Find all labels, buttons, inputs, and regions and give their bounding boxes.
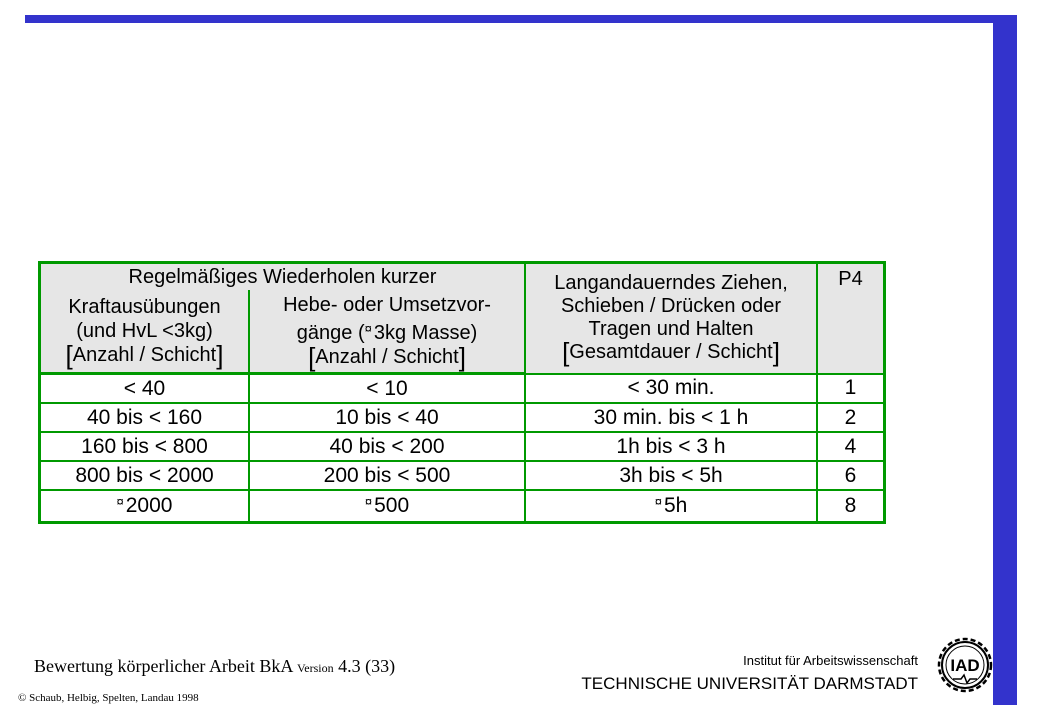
header-col3-line3: Tragen und Halten xyxy=(588,318,754,341)
cell-points: 8 xyxy=(817,490,883,521)
university-name: TECHNISCHE UNIVERSITÄT DARMSTADT xyxy=(581,674,918,693)
header-col2-line2: gänge (¤ 3kg Masse) xyxy=(296,321,478,344)
cell-points: 4 xyxy=(817,432,883,461)
table-row xyxy=(41,461,883,490)
header-col2-line1: Hebe- oder Umsetzvor- xyxy=(283,294,491,316)
ge-symbol: ¤ xyxy=(654,494,662,509)
le-symbol: ¤ xyxy=(364,321,372,336)
rating-table xyxy=(38,261,886,524)
header-group-title: Regelmäßiges Wiederholen kurzer xyxy=(41,264,525,290)
iad-logo xyxy=(933,625,997,705)
ge-symbol: ¤ xyxy=(116,494,124,509)
cell-col2: ¤500 xyxy=(249,490,525,521)
cell-col2: 200 bis < 500 xyxy=(249,461,525,490)
header-col3-unit: [Gesamtdauer / Schicht] xyxy=(562,337,780,368)
cell-col1: < 40 xyxy=(41,374,249,404)
header-col3-line2: Schieben / Drücken oder xyxy=(560,295,782,318)
cell-col3: ¤5h xyxy=(525,490,817,521)
ge-symbol: ¤ xyxy=(364,494,373,509)
rating-grid xyxy=(41,264,883,521)
table-row xyxy=(41,432,883,461)
caption-main: Bewertung körperlicher Arbeit BkA xyxy=(34,656,293,676)
cell-col2: < 10 xyxy=(249,374,525,404)
table-row-last xyxy=(41,490,883,521)
cell-points: 2 xyxy=(817,403,883,432)
cell-col2: 10 bis < 40 xyxy=(249,403,525,432)
caption-version-label: Version xyxy=(296,661,334,675)
header-col3-line1: Langandauerndes Ziehen, xyxy=(554,272,788,295)
top-accent-bar xyxy=(25,15,1017,23)
header-col2 xyxy=(249,290,525,374)
header-col2-unit: [Anzahl / Schicht] xyxy=(308,342,466,372)
cell-col3: 1h bis < 3 h xyxy=(525,432,817,461)
header-p4: P4 xyxy=(817,264,883,374)
cell-col1: 160 bis < 800 xyxy=(41,432,249,461)
copyright-note: © Schaub, Helbig, Spelten, Landau 1998 xyxy=(18,692,199,704)
header-col1-line2: (und HvL <3kg) xyxy=(76,320,213,342)
header-row-top xyxy=(41,264,883,290)
header-col1-unit: [Anzahl / Schicht] xyxy=(65,340,224,370)
cell-col3: < 30 min. xyxy=(525,374,817,404)
institute-name: Institut für Arbeitswissenschaft xyxy=(743,653,918,668)
cell-col1: 800 bis < 2000 xyxy=(41,461,249,490)
cell-col3: 3h bis < 5h xyxy=(525,461,817,490)
cell-col1: ¤2000 xyxy=(41,490,249,521)
slide-caption xyxy=(34,656,395,677)
table-row xyxy=(41,374,883,404)
cell-points: 1 xyxy=(817,374,883,404)
logo-text: IAD xyxy=(950,656,980,675)
header-col1 xyxy=(41,290,249,374)
header-col1-line1: Kraftausübungen xyxy=(68,296,221,318)
table-row xyxy=(41,403,883,432)
cell-points: 6 xyxy=(817,461,883,490)
cell-col2: 40 bis < 200 xyxy=(249,432,525,461)
right-accent-bar xyxy=(993,15,1017,705)
cell-col3: 30 min. bis < 1 h xyxy=(525,403,817,432)
caption-version: 4.3 (33) xyxy=(338,656,396,676)
cell-col1: 40 bis < 160 xyxy=(41,403,249,432)
header-col3 xyxy=(525,264,817,374)
